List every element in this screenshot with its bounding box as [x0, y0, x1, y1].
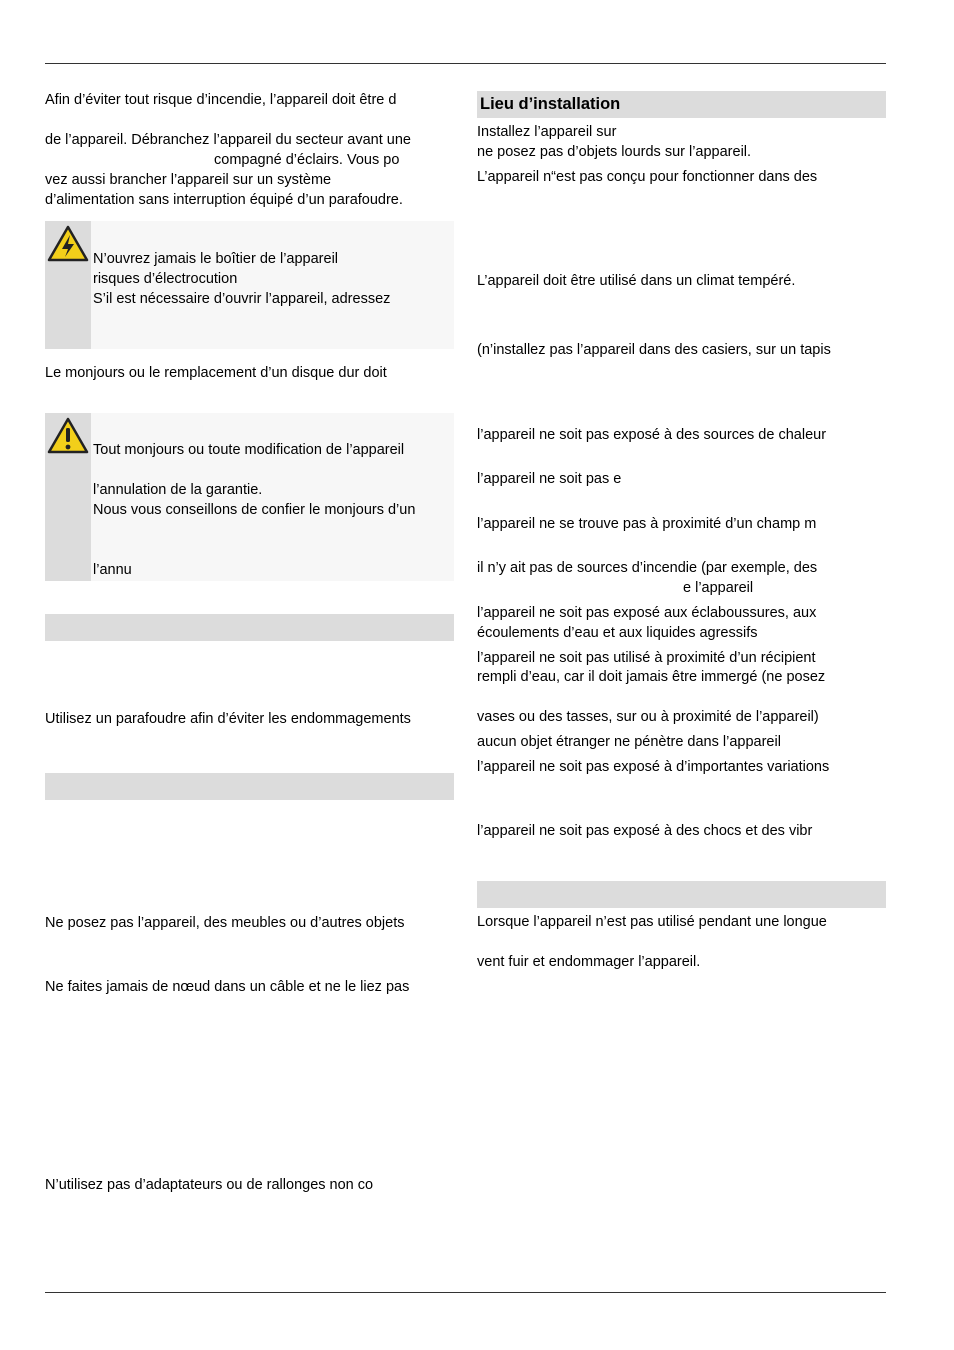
hdd-paragraph: Le monjours ou le remplacement d’un disque dur doit	[45, 365, 387, 381]
installation-line: écoulements d’eau et aux liquides agressifs	[477, 625, 758, 641]
installation-line: L’appareil doit être utilisé dans un climat tempéré.	[477, 273, 796, 289]
warning-line: l’annu	[93, 562, 132, 578]
section-band	[45, 614, 454, 641]
warning-line: Nous vous conseillons de confier le monjours d’un	[93, 502, 416, 518]
installation-line: e l’appareil	[683, 580, 754, 596]
warning-box-caution	[45, 413, 454, 581]
section-title: Lieu d’installation	[480, 95, 621, 113]
section-band	[477, 881, 886, 908]
intro-line: compagné d’éclairs. Vous po	[214, 152, 400, 168]
surge-paragraph: Utilisez un parafoudre afin d’éviter les endommagements	[45, 711, 411, 727]
warning-box-electric	[45, 221, 454, 349]
warning-line: risques d’électrocution	[93, 271, 238, 287]
installation-line: l’appareil ne se trouve pas à proximité d’un champ m	[477, 516, 817, 532]
installation-line: rempli d’eau, car il doit jamais être immergé (ne posez	[477, 669, 826, 685]
intro-line: de l’appareil. Débranchez l’appareil du secteur avant une	[45, 132, 411, 148]
warning-line: l’annulation de la garantie.	[93, 482, 263, 498]
intro-line: d’alimentation sans interruption équipé d’un parafoudre.	[45, 192, 403, 208]
caution-icon	[47, 417, 89, 455]
installation-line: Installez l’appareil sur	[477, 124, 617, 140]
installation-line: L’appareil n“est pas conçu pour fonctionner dans des	[477, 169, 818, 185]
installation-line: l’appareil ne soit pas exposé aux éclaboussures, aux	[477, 605, 817, 621]
storage-line: vent fuir et endommager l’appareil.	[477, 954, 701, 970]
installation-line: il n’y ait pas de sources d’incendie (par exemple, des	[477, 560, 818, 576]
installation-line: vases ou des tasses, sur ou à proximité de l’appareil)	[477, 709, 819, 725]
warning-line: N’ouvrez jamais le boîtier de l’appareil	[93, 251, 339, 267]
installation-line: l’appareil ne soit pas exposé à d’importantes variations	[477, 759, 830, 775]
cable-paragraph: Ne faites jamais de nœud dans un câble et ne le liez pas	[45, 979, 410, 995]
cable-paragraph: N’utilisez pas d’adaptateurs ou de rallonges non co	[45, 1177, 374, 1193]
installation-line: aucun objet étranger ne pénètre dans l’appareil	[477, 734, 781, 750]
warning-line: Tout monjours ou toute modification de l’appareil	[93, 442, 405, 458]
bottom-rule	[45, 1292, 886, 1293]
intro-line: vez aussi brancher l’appareil sur un système	[45, 172, 332, 188]
intro-line: Afin d’éviter tout risque d’incendie, l’appareil doit être d	[45, 92, 397, 108]
installation-line: (n’installez pas l’appareil dans des casiers, sur un tapis	[477, 342, 831, 358]
installation-line: ne posez pas d’objets lourds sur l’appareil.	[477, 144, 752, 160]
warning-line: S’il est nécessaire d’ouvrir l’appareil, adressez	[93, 291, 391, 307]
installation-line: l’appareil ne soit pas utilisé à proximité d’un récipient	[477, 650, 816, 666]
cable-paragraph: Ne posez pas l’appareil, des meubles ou d’autres objets	[45, 915, 405, 931]
section-band	[45, 773, 454, 800]
installation-line: l’appareil ne soit pas e	[477, 471, 622, 487]
installation-line: l’appareil ne soit pas exposé à des chocs et des vibr	[477, 823, 813, 839]
installation-line: l’appareil ne soit pas exposé à des sources de chaleur	[477, 427, 827, 443]
high-voltage-icon	[47, 225, 89, 263]
top-rule	[45, 63, 886, 64]
storage-line: Lorsque l’appareil n’est pas utilisé pendant une longue	[477, 914, 827, 930]
